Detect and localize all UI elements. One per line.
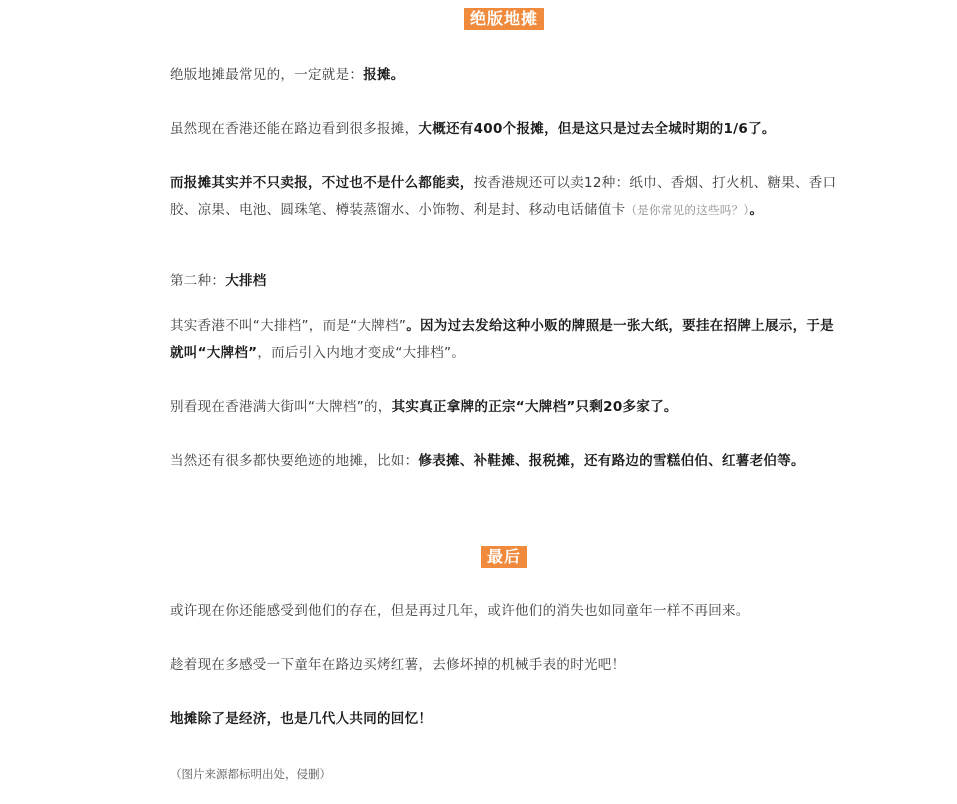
aside-run: （是你常见的这些吗？） [625, 203, 750, 217]
section-title-zuihou: 最后 [481, 546, 527, 568]
section-header-2 [170, 546, 838, 568]
bold-run: 大排档 [225, 273, 267, 289]
text-run: 或许现在你还能感受到他们的存在，但是再过几年，或许他们的消失也如同童年一样不再回来。 [170, 603, 750, 619]
bold-run: 报摊。 [363, 67, 405, 83]
paragraph-baotan-count [170, 116, 838, 143]
bold-run: 修表摊、补鞋摊、报税摊，还有路边的雪糕伯伯、红薯老伯等。 [418, 453, 805, 469]
paragraph-second-kind [170, 268, 838, 295]
paragraph-maybe-gone [170, 598, 838, 625]
text-run: 第二种： [170, 273, 226, 289]
bold-run: 。因为过去发给这种小贩的牌照是一张大纸，要挂在招牌上展示，于是就叫“大牌档” [170, 318, 834, 361]
bold-run: 地摊除了是经济，也是几代人共同的回忆！ [170, 711, 433, 727]
text-run: 当然还有很多都快要绝迹的地摊，比如： [170, 453, 419, 469]
paragraph-baotan-intro [170, 62, 838, 89]
paragraph-vanishing-stalls [170, 448, 838, 475]
bold-run: 而报摊其实并不只卖报，不过也不是什么都能卖， [170, 175, 474, 191]
bold-run: 大概还有400个报摊，但是这只是过去全城时期的1/6了。 [418, 121, 776, 137]
section-header-1 [170, 8, 838, 30]
paragraph-dapaidang-name [170, 313, 838, 367]
text-run: 趁着现在多感受一下童年在路边买烤红薯，去修坏掉的机械手表的时光吧！ [170, 657, 626, 673]
text-run: 其实香港不叫“大排档”，而是“大牌档” [170, 318, 407, 334]
paragraph-dapaidang-count [170, 394, 838, 421]
paragraph-baotan-goods [170, 170, 838, 224]
text-run: 别看现在香港满大街叫“大牌档”的， [170, 399, 392, 415]
image-source-note: （图片来源都标明出处，侵删） [170, 767, 331, 781]
paragraph-conclusion [170, 706, 838, 733]
bold-run: 。 [749, 202, 764, 218]
text-run: 按香港规还可以卖12种：纸巾、香烟、打火机、糖果、香口胶、凉果、电池、圆珠笔、樽装蒸馏水、小饰物、利是封、移动电话储值卡 [170, 175, 837, 218]
text-run: 绝版地摊最常见的，一定就是： [170, 67, 364, 83]
section-title-jueban-ditan: 绝版地摊 [464, 8, 544, 30]
text-run: 虽然现在香港还能在路边看到很多报摊， [170, 121, 419, 137]
bold-run: 其实真正拿牌的正宗“大牌档”只剩20多家了。 [391, 399, 678, 415]
paragraph-childhood [170, 652, 838, 679]
text-run: ，而后引入内地才变成“大排档”。 [257, 345, 466, 361]
